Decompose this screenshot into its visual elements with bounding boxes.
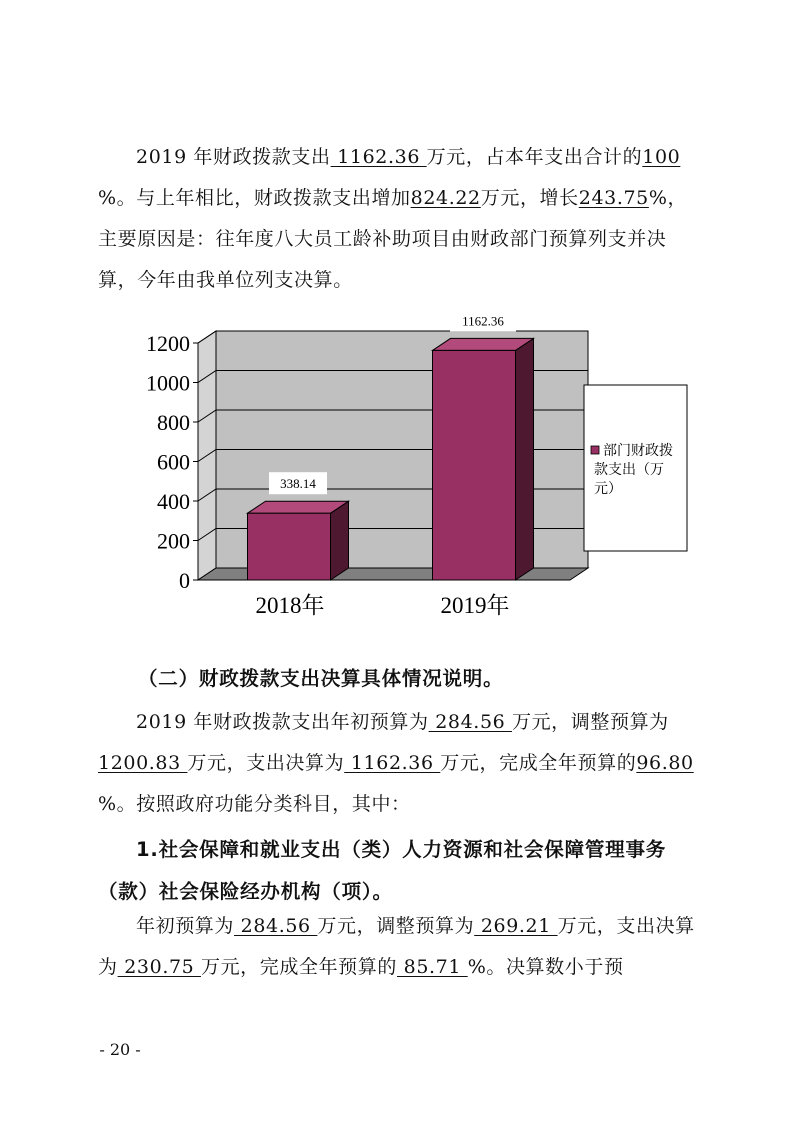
text: %。决算数小于预 (467, 956, 624, 978)
value-growth-percent: 243.75 (578, 187, 649, 209)
item-heading: 1.社会保障和就业支出（类）人力资源和社会保障管理事务（款）社会保险经办机构（项）。 (98, 838, 667, 903)
y-tick-label: 0 (179, 568, 190, 593)
bar-side (331, 501, 349, 580)
text: 万元，占本年支出合计的 (426, 146, 643, 168)
text: 2019 年财政拨款支出年初预算为 (136, 711, 429, 733)
legend-label: 元） (594, 481, 622, 497)
y-tick-label: 600 (157, 449, 190, 475)
value-share-percent: 100 (642, 146, 681, 168)
value-completion-percent: 96.80 (636, 752, 694, 774)
y-tick-label: 1000 (146, 370, 190, 396)
y-tick-label: 400 (157, 489, 190, 514)
legend-label: 部门财政拨 (603, 443, 673, 459)
x-tick-label: 2019年 (440, 593, 510, 618)
x-tick-label: 2018年 (255, 593, 325, 618)
value-initial-budget: 284.56 (428, 711, 512, 733)
legend-swatch (591, 446, 599, 454)
text: 万元，支出决算为 (98, 915, 695, 978)
data-label: 338.14 (280, 476, 316, 492)
bar (248, 513, 331, 580)
text: 万元，调整预算为 (317, 915, 475, 937)
legend-label: 款支出（万 (594, 462, 664, 478)
value-item-final-expenditure: 230.75 (117, 956, 201, 978)
value-adjusted-budget: 1200.83 (98, 752, 188, 774)
y-tick-label: 1200 (146, 331, 190, 356)
text: 万元，支出决算为 (187, 752, 345, 774)
text: 万元，完成全年预算的 (200, 956, 397, 978)
text: 万元，调整预算为 (511, 711, 669, 733)
bar-side (516, 338, 534, 580)
text: 2019 年财政拨款支出 (136, 146, 331, 168)
value-item-adjusted-budget: 269.21 (474, 915, 558, 937)
data-label: 1162.36 (462, 313, 504, 329)
bar (433, 350, 516, 580)
bar-top (248, 501, 349, 513)
page-number: - 20 - (99, 1040, 141, 1059)
value-total-expenditure: 1162.36 (330, 146, 427, 168)
y-tick-label: 200 (157, 528, 190, 554)
value-increase: 824.22 (410, 187, 481, 209)
value-item-initial-budget: 284.56 (234, 915, 318, 937)
text: %。与上年相比，财政拨款支出增加 (98, 187, 411, 209)
text: 万元，完成全年预算的 (440, 752, 637, 774)
value-item-completion-percent: 85.71 (397, 956, 468, 978)
text: 年初预算为 (136, 915, 235, 937)
bar-top (433, 338, 534, 350)
text: %，主要原因是：往年度八大员工龄补助项目由财政部门预算列支并决算，今年由我单位列支决算。 (98, 187, 688, 291)
y-tick-label: 800 (157, 410, 190, 435)
section-heading: （二）财政拨款支出决算具体情况说明。 (138, 667, 504, 690)
text: %。按照政府功能分类科目，其中： (98, 793, 411, 815)
paragraph-item-budget (98, 906, 698, 988)
value-final-expenditure: 1162.36 (344, 752, 441, 774)
paragraph-budget-details (98, 702, 698, 825)
text: 万元，增长 (480, 187, 579, 209)
